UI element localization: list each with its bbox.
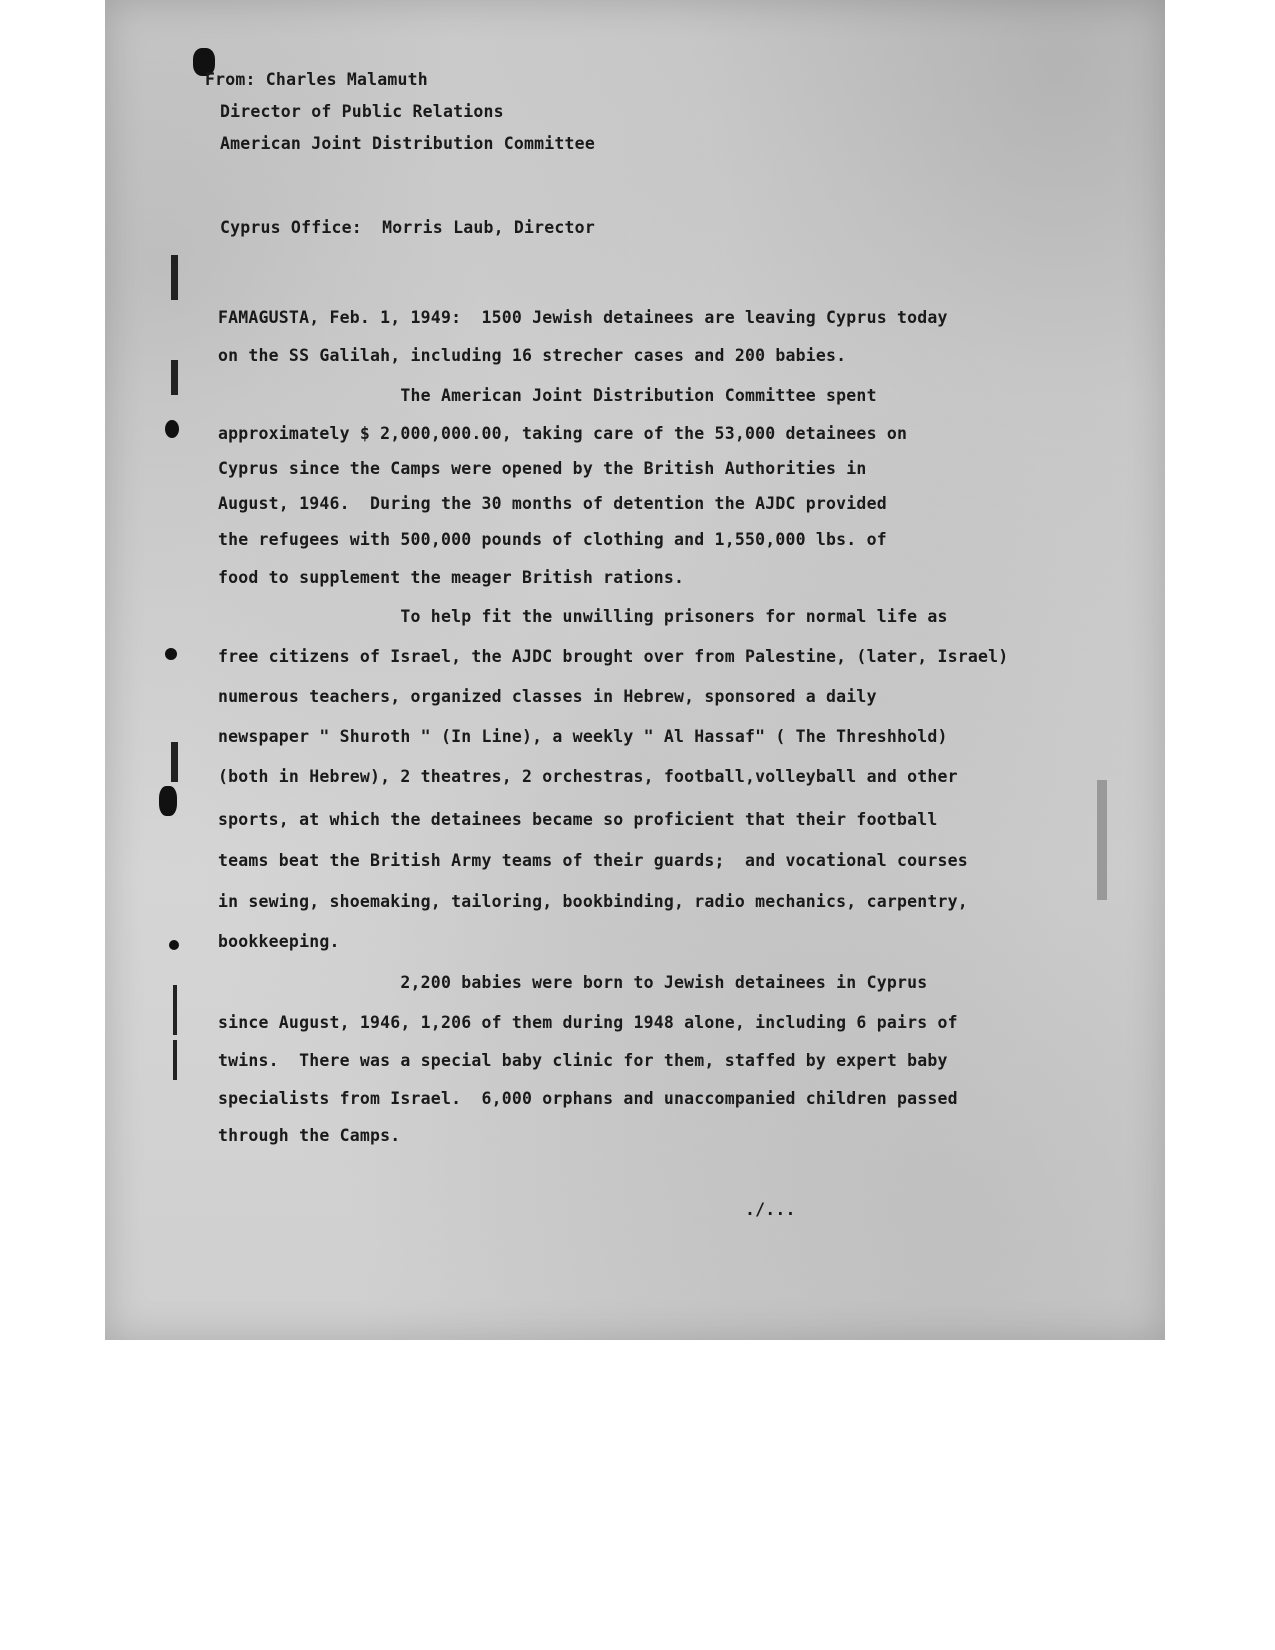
- organization-line: American Joint Distribution Committee: [220, 134, 595, 153]
- body-line: food to supplement the meager British rations.: [218, 568, 685, 587]
- body-line: approximately $ 2,000,000.00, taking care of the 53,000 detainees on: [218, 424, 908, 443]
- title-line: Director of Public Relations: [220, 102, 504, 121]
- body-line: on the SS Galilah, including 16 strecher cases and 200 babies.: [218, 346, 847, 365]
- from-line: From: Charles Malamuth: [205, 70, 428, 89]
- body-line: (both in Hebrew), 2 theatres, 2 orchestras, football,volleyball and other: [218, 767, 958, 786]
- edge-mark: [1097, 780, 1107, 900]
- binding-mark: [165, 420, 179, 438]
- body-line: twins. There was a special baby clinic for them, staffed by expert baby: [218, 1051, 948, 1070]
- body-line: newspaper " Shuroth " (In Line), a weekly " Al Hassaf" ( The Threshhold): [218, 727, 948, 746]
- binding-mark: [159, 786, 177, 816]
- office-line: Cyprus Office: Morris Laub, Director: [220, 218, 595, 237]
- binding-mark: [173, 985, 177, 1035]
- body-line: specialists from Israel. 6,000 orphans and unaccompanied children passed: [218, 1089, 958, 1108]
- binding-mark: [165, 648, 177, 660]
- binding-mark: [171, 255, 178, 300]
- body-line: sports, at which the detainees became so proficient that their football: [218, 810, 938, 829]
- typed-document-page: [105, 0, 1165, 1340]
- binding-mark: [171, 742, 178, 782]
- body-line: FAMAGUSTA, Feb. 1, 1949: 1500 Jewish detainees are leaving Cyprus today: [218, 308, 948, 327]
- body-line: numerous teachers, organized classes in Hebrew, sponsored a daily: [218, 687, 877, 706]
- body-line: since August, 1946, 1,206 of them during 1948 alone, including 6 pairs of: [218, 1013, 958, 1032]
- body-line: bookkeeping.: [218, 932, 340, 951]
- body-line: in sewing, shoemaking, tailoring, bookbinding, radio mechanics, carpentry,: [218, 892, 968, 911]
- continuation-marker: ./...: [745, 1200, 796, 1219]
- body-line: Cyprus since the Camps were opened by the British Authorities in: [218, 459, 867, 478]
- body-line: 2,200 babies were born to Jewish detainees in Cyprus: [218, 973, 928, 992]
- body-line: teams beat the British Army teams of their guards; and vocational courses: [218, 851, 968, 870]
- body-line: August, 1946. During the 30 months of detention the AJDC provided: [218, 494, 887, 513]
- binding-mark: [171, 360, 178, 395]
- body-line: the refugees with 500,000 pounds of clothing and 1,550,000 lbs. of: [218, 530, 887, 549]
- binding-mark: [173, 1040, 177, 1080]
- binding-mark: [169, 940, 179, 950]
- body-line: through the Camps.: [218, 1126, 401, 1145]
- body-line: free citizens of Israel, the AJDC brought over from Palestine, (later, Israel): [218, 647, 1009, 666]
- body-line: To help fit the unwilling prisoners for normal life as: [218, 607, 948, 626]
- body-line: The American Joint Distribution Committee spent: [218, 386, 877, 405]
